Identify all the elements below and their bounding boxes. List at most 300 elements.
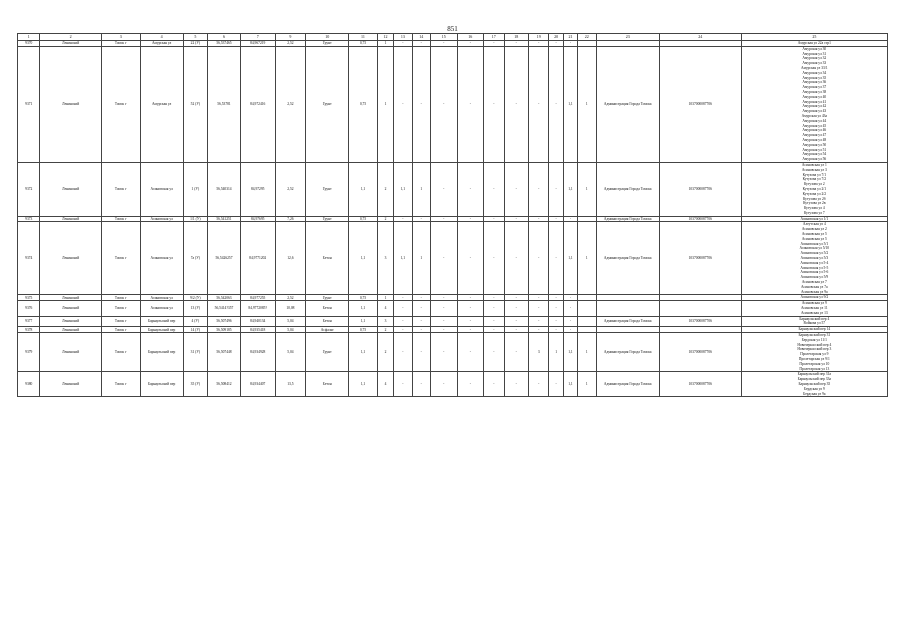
table-cell: 1,1 [563, 222, 577, 295]
header-cell: 20 [549, 34, 563, 41]
table-cell: 9379 [18, 333, 40, 372]
address-line: Войкова ул 57 [803, 321, 826, 326]
address-line: Пролетарская ул 9 [800, 352, 829, 357]
address-line: Амурская ул 43а [801, 113, 828, 118]
table-cell: Томск г [101, 216, 140, 222]
table-cell: 22 (У) [183, 41, 208, 47]
table-cell: 9373 [18, 216, 40, 222]
table-cell: 84,972416 [240, 46, 275, 162]
table-cell: 1,1 [349, 316, 378, 327]
header-cell: 19 [529, 34, 549, 41]
address-line: Амурская ул 40 [802, 94, 827, 99]
table-cell: - [457, 327, 484, 333]
table-cell: - [529, 222, 549, 295]
table-cell: 84,935418 [240, 327, 275, 333]
table-cell: - [484, 162, 504, 216]
table-cell: Томск г [101, 333, 140, 372]
table-cell: - [412, 216, 430, 222]
table-cell: 3 [529, 333, 549, 372]
address-list-cell [741, 316, 887, 327]
header-cell: 12 [377, 34, 393, 41]
table-cell: Грунт [306, 333, 349, 372]
address-line: Амурская ул 54 [802, 152, 827, 157]
table-cell: - [504, 316, 529, 327]
table-cell: - [549, 216, 563, 222]
table-cell: Грунт [306, 295, 349, 301]
address-line: Асиновская ул 5 [801, 236, 827, 241]
table-cell: 56,507496 [208, 316, 241, 327]
table-cell: 56,507448 [208, 333, 241, 372]
table-cell: Барнаульский пер [140, 316, 183, 327]
address-line: Пролетарская ул 10 [799, 361, 830, 366]
table-cell: 0,75 [349, 295, 378, 301]
table-cell: - [563, 327, 577, 333]
table-cell: 1037000087706 [659, 162, 741, 216]
table-cell: - [412, 333, 430, 372]
table-cell: Бетон [306, 372, 349, 397]
address-line: Асиновская ул 9а [801, 289, 828, 294]
table-cell: - [549, 316, 563, 327]
table-cell: 84,967219 [240, 41, 275, 47]
table-cell: 9372 [18, 162, 40, 216]
address-line: Амурская ул 35 [802, 75, 827, 80]
table-cell: - [412, 316, 430, 327]
table-cell: - [563, 216, 577, 222]
address-line: Асиновская ул 5/3 [800, 256, 829, 261]
table-cell [659, 301, 741, 316]
table-cell: - [529, 372, 549, 397]
table-cell [578, 301, 596, 316]
address-line: Асиновская ул 3 [801, 167, 827, 172]
table-cell: 1037000087706 [659, 46, 741, 162]
address-line: Барнаульский пер 35 [798, 381, 831, 386]
table-cell: - [394, 301, 412, 316]
table-cell: 1 [377, 295, 393, 301]
table-cell: 56,5414?357 [208, 301, 241, 316]
table-cell: Ленинский [40, 46, 101, 162]
address-line: Амурская ул 36 [802, 80, 827, 85]
table-cell: 9378 [18, 327, 40, 333]
table-row [18, 316, 888, 327]
table-cell: Барнаульский пер [140, 372, 183, 397]
table-cell: 1,1 [349, 162, 378, 216]
table-cell: - [504, 216, 529, 222]
table-cell: Администрация Города Томска [596, 333, 659, 372]
table-cell: 1,1 [349, 222, 378, 295]
table-cell: Томск г [101, 41, 140, 47]
table-cell: 5,04 [275, 333, 306, 372]
table-cell: 84,934928 [240, 333, 275, 372]
address-line: Амурская ул 38 [802, 89, 827, 94]
table-cell: 1,1 [349, 301, 378, 316]
table-cell: - [549, 301, 563, 316]
table-cell: - [529, 327, 549, 333]
address-line: Пролетарская ул 9/1 [798, 357, 830, 361]
address-list-cell [741, 162, 887, 216]
header-cell: 2 [40, 34, 101, 41]
address-line: Кутузова ул 7/1 [802, 172, 827, 177]
table-cell: - [457, 222, 484, 295]
address-line: Амурская ул 33 [802, 61, 827, 66]
table-cell: 1 [377, 41, 393, 47]
address-line: Барнаульский пер 33а [797, 377, 831, 382]
table-cell: Томск г [101, 295, 140, 301]
address-line: Кутузова ул 2б [803, 196, 826, 201]
table-cell: - [394, 41, 412, 47]
table-cell: - [412, 295, 430, 301]
table-cell: 2,52 [275, 162, 306, 216]
address-line: Бердская ул 11/1 [801, 337, 827, 342]
address-line: Асиновская ул 9/2 [800, 295, 829, 300]
table-cell: - [430, 295, 457, 301]
table-cell: - [412, 41, 430, 47]
header-cell: 11 [349, 34, 378, 41]
table-cell: - [549, 46, 563, 162]
table-cell: 9371 [18, 46, 40, 162]
table-cell: 84,97295 [240, 162, 275, 216]
table-cell: 9375 [18, 295, 40, 301]
table-row [18, 162, 888, 216]
table-row [18, 372, 888, 397]
table-cell: - [457, 316, 484, 327]
table-cell: Грунт [306, 46, 349, 162]
table-cell: 31 (У) [183, 333, 208, 372]
address-line: Асиновская ул 7а [801, 284, 828, 289]
header-cell: 14 [412, 34, 430, 41]
table-cell: Ленинский [40, 316, 101, 327]
table-cell: - [412, 327, 430, 333]
table-cell: 2 [377, 216, 393, 222]
address-line: Амурская ул 45 [802, 123, 827, 128]
address-line: Амурская ул 48 [802, 137, 827, 142]
table-cell: 9370 [18, 41, 40, 47]
table-cell: 0,75 [349, 216, 378, 222]
table-cell: - [504, 162, 529, 216]
header-cell: 15 [430, 34, 457, 41]
address-list-cell [741, 372, 887, 397]
table-cell: 12,6 [275, 222, 306, 295]
address-line: Амурская ул 51 [802, 147, 827, 152]
table-cell: 56,537465 [208, 41, 241, 47]
table-cell: 1/1 (У) [183, 216, 208, 222]
table-cell: Томск г [101, 46, 140, 162]
header-cell: 22 [578, 34, 596, 41]
table-cell: - [484, 216, 504, 222]
table-cell: - [457, 295, 484, 301]
address-line: Новочеркасский пер 4 [797, 342, 832, 347]
address-line: Барнаульский пер 14 [798, 327, 831, 332]
address-line: Кутузова ул 2 [803, 182, 825, 187]
address-line: Асиновская ул 5-6 [800, 270, 829, 275]
header-cell: 16 [457, 34, 484, 41]
table-cell: Томск г [101, 327, 140, 333]
table-cell: 56,5426257 [208, 222, 241, 295]
address-line: Амурская ул 33/1 [801, 65, 828, 70]
header-cell: 24 [659, 34, 741, 41]
header-cell: 13 [394, 34, 412, 41]
table-cell: - [504, 327, 529, 333]
address-line: Кутузова ул 2/2 [802, 191, 827, 196]
header-cell: 3 [101, 34, 140, 41]
table-cell: - [430, 316, 457, 327]
table-cell: - [484, 333, 504, 372]
table-cell: 84,934407 [240, 372, 275, 397]
table-cell: Ленинский [40, 222, 101, 295]
header-cell: 25 [741, 34, 887, 41]
table-cell: 1037000087706 [659, 316, 741, 327]
address-line: Кутузова ул 4 [803, 206, 825, 211]
table-cell: 56,509185 [208, 327, 241, 333]
table-row [18, 301, 888, 316]
address-line: Пролетарская ул 13 [799, 366, 830, 371]
table-cell: 1,1 [563, 372, 577, 397]
table-cell: Грунт [306, 162, 349, 216]
table-cell: - [549, 162, 563, 216]
table-cell: 2 [377, 327, 393, 333]
table-cell: 1 [578, 333, 596, 372]
table-cell: 2 [377, 162, 393, 216]
table-cell: - [529, 41, 549, 47]
table-cell: 1,1 [563, 333, 577, 372]
table-cell [596, 301, 659, 316]
table-cell: Ленинский [40, 295, 101, 301]
address-line: Амурская ул 44 [802, 118, 827, 123]
table-cell: - [529, 295, 549, 301]
address-line: Амурская ул 43 [802, 109, 827, 114]
table-cell: - [457, 41, 484, 47]
table-cell: 13,5 [275, 372, 306, 397]
table-cell: 56,541251 [208, 216, 241, 222]
table-cell: 52 (У) [183, 46, 208, 162]
address-line: Асиновская ул 2 [801, 227, 827, 232]
header-cell: 21 [563, 34, 577, 41]
table-cell: 1037000087706 [659, 222, 741, 295]
table-cell: - [549, 41, 563, 47]
header-cell: 23 [596, 34, 659, 41]
table-cell: 1 [578, 222, 596, 295]
table-cell: Томск г [101, 162, 140, 216]
table-cell: 1 [549, 333, 563, 372]
table-cell: 4 [377, 301, 393, 316]
table-cell: - [412, 46, 430, 162]
table-cell: - [430, 216, 457, 222]
table-cell: - [484, 41, 504, 47]
table-cell: 1037000087706 [659, 372, 741, 397]
table-cell: Амурская ул [140, 46, 183, 162]
table-cell: 1037000087706 [659, 216, 741, 222]
header-cell: 7 [240, 34, 275, 41]
table-cell: - [484, 327, 504, 333]
address-line: Асиновская ул 9 [801, 301, 827, 306]
address-line: Кутузова ул 2/1 [802, 186, 827, 191]
table-cell: 9376 [18, 301, 40, 316]
table-cell: 9380 [18, 372, 40, 397]
table-cell: Бетон [306, 301, 349, 316]
table-cell: - [549, 327, 563, 333]
address-line: Асиновская ул 5/9 [800, 275, 829, 280]
table-cell: - [457, 46, 484, 162]
table-cell: - [430, 327, 457, 333]
table-cell: 35 (У) [183, 372, 208, 397]
table-cell: Администрация Города Томска [596, 46, 659, 162]
table-cell: 0,75 [349, 46, 378, 162]
table-cell: 7а (У) [183, 222, 208, 295]
table-cell: 84,940134 [240, 316, 275, 327]
table-cell: - [457, 333, 484, 372]
table-cell: 1 [578, 162, 596, 216]
table-cell: - [394, 295, 412, 301]
table-cell: - [563, 41, 577, 47]
table-cell: - [484, 372, 504, 397]
table-cell: 1,1 [349, 372, 378, 397]
table-cell: 1,1 [394, 222, 412, 295]
table-cell: 1 [377, 46, 393, 162]
table-cell [578, 316, 596, 327]
table-cell: 9377 [18, 316, 40, 327]
table-cell: - [484, 295, 504, 301]
header-cell: 10 [306, 34, 349, 41]
header-cell: 1 [18, 34, 40, 41]
table-cell: - [529, 162, 549, 216]
address-line: Алеутская ул 4 [802, 222, 826, 227]
table-cell: - [412, 372, 430, 397]
table-cell: - [430, 222, 457, 295]
address-line: Амурская ул 56 [802, 157, 827, 162]
table-cell: Грунт [306, 41, 349, 47]
address-line: Кутузова ул 7 [803, 210, 825, 215]
table-cell: 7,26 [275, 216, 306, 222]
table-cell: 1 [578, 372, 596, 397]
table-cell: - [394, 372, 412, 397]
table-cell: 9374 [18, 222, 40, 295]
table-cell: Асиновская ул [140, 222, 183, 295]
table-cell: 1,1 [394, 162, 412, 216]
address-line: Амурская ул 47 [802, 133, 827, 138]
table-cell: Ленинский [40, 216, 101, 222]
table-cell: Барнаульский пер [140, 333, 183, 372]
table-cell: - [504, 372, 529, 397]
table-cell: 56,508412 [208, 372, 241, 397]
table-cell: - [563, 301, 577, 316]
page-number: 851 [447, 25, 458, 33]
table-cell: - [504, 46, 529, 162]
table-cell: - [457, 216, 484, 222]
table-cell: Барнаульский пер [140, 327, 183, 333]
table-cell: Администрация Города Томска [596, 222, 659, 295]
table-cell: 1,1 [563, 46, 577, 162]
address-line: Асиновская ул 7 [801, 280, 827, 285]
table-cell: - [529, 301, 549, 316]
table-cell: 1 [412, 222, 430, 295]
table-cell: Администрация Города Томска [596, 162, 659, 216]
table-cell: 56,542063 [208, 295, 241, 301]
table-cell: Бетон [306, 316, 349, 327]
address-line: Новочеркасский пер 3 [797, 347, 832, 352]
address-line: Амурская ул 42 [802, 104, 827, 109]
address-line: Амурская ул 50 [802, 142, 827, 147]
address-line: Амурская ул 46 [802, 128, 827, 133]
table-cell: - [549, 295, 563, 301]
table-cell: - [394, 316, 412, 327]
table-cell: 9/2 (У) [183, 295, 208, 301]
table-cell: Томск г [101, 222, 140, 295]
address-line: Барнаульский пер 4 [799, 316, 830, 321]
table-cell: 14 (У) [183, 327, 208, 333]
header-cell: 6 [208, 34, 241, 41]
table-cell: 84,97695 [240, 216, 275, 222]
header-cell: 9 [275, 34, 306, 41]
table-cell: 84,9772085? [240, 301, 275, 316]
table-cell: 10,08 [275, 301, 306, 316]
table-cell: Грунт [306, 216, 349, 222]
table-cell: - [484, 222, 504, 295]
address-line: Асиновская ул 5/10 [799, 246, 830, 251]
table-cell: 56,53781 [208, 46, 241, 162]
address-line: Барнаульский пер 31 [798, 333, 831, 338]
address-list-cell [741, 333, 887, 372]
table-cell: - [529, 46, 549, 162]
table-cell: - [529, 216, 549, 222]
table-cell: - [529, 316, 549, 327]
table-row [18, 333, 888, 372]
address-line: Асиновская ул 1/1 [800, 216, 829, 221]
table-cell: 1037000087706 [659, 333, 741, 372]
table-cell: 1 [578, 46, 596, 162]
table-cell: 2 [377, 333, 393, 372]
address-line: Амурская ул 32 [802, 56, 827, 61]
table-cell: Бетон [306, 222, 349, 295]
table-cell: - [484, 301, 504, 316]
table-cell: - [457, 301, 484, 316]
table-cell: - [504, 333, 529, 372]
address-line: Бердская ул 9а [803, 391, 826, 396]
address-line: Амурская ул 22а стр1 [797, 41, 831, 45]
table-cell: 0,75 [349, 327, 378, 333]
address-line: Амурская ул 30 [802, 46, 827, 51]
table-cell: Асиновская ул [140, 216, 183, 222]
table-cell: Асиновская ул [140, 162, 183, 216]
address-line: Асиновская ул 5-5 [800, 265, 829, 270]
table-cell: 5,04 [275, 316, 306, 327]
table-cell: Асиновская ул [140, 295, 183, 301]
header-cell: 17 [484, 34, 504, 41]
header-row [18, 34, 888, 41]
table-cell: - [412, 301, 430, 316]
table-cell: Томск г [101, 316, 140, 327]
address-list-cell [741, 301, 887, 316]
header-cell: 4 [140, 34, 183, 41]
table-cell: 5,04 [275, 327, 306, 333]
address-line: Амурская ул 37 [802, 85, 827, 90]
address-line: Амурская ул 41 [802, 99, 827, 104]
table-cell: - [504, 301, 529, 316]
table-cell: - [394, 216, 412, 222]
address-line: Барнаульский пер 31а [797, 372, 831, 377]
table-cell: Ленинский [40, 162, 101, 216]
table-cell: - [430, 46, 457, 162]
address-list-cell [741, 46, 887, 162]
table-cell: 56,540314 [208, 162, 241, 216]
table-cell: Ленинский [40, 301, 101, 316]
table-cell: 84,977255 [240, 295, 275, 301]
table-cell: - [394, 333, 412, 372]
table-cell: 2,52 [275, 41, 306, 47]
table-cell: - [430, 301, 457, 316]
table-cell: - [457, 372, 484, 397]
table-cell: - [394, 46, 412, 162]
table-cell: Ленинский [40, 327, 101, 333]
table-cell: - [430, 41, 457, 47]
